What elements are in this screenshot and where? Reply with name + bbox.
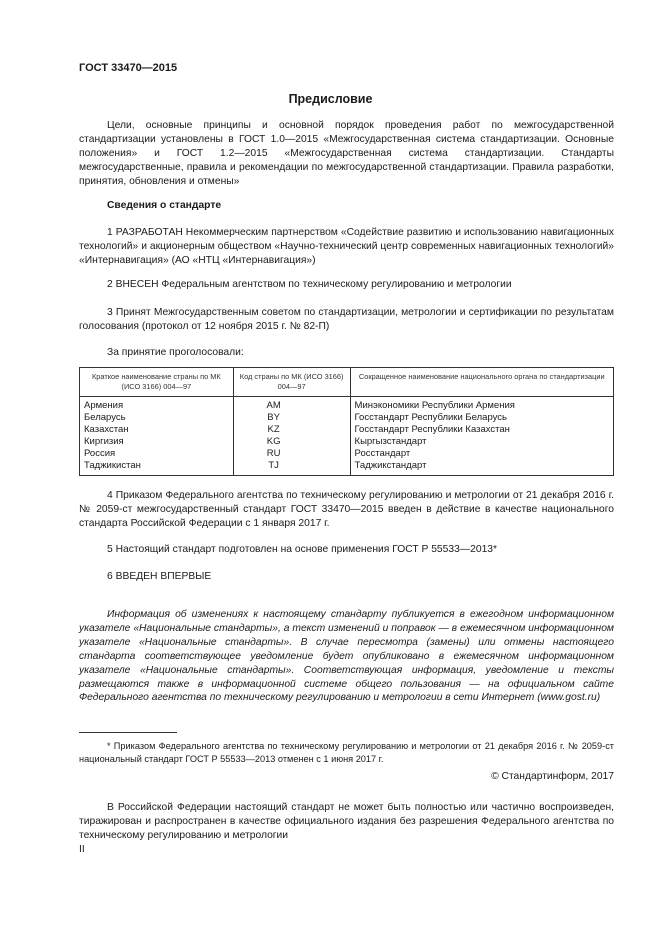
table-row — [80, 436, 614, 448]
item-2-paragraph — [79, 278, 614, 292]
code-cell: KZ — [233, 424, 350, 436]
table-row — [80, 460, 614, 476]
footnote-divider — [79, 732, 177, 733]
rights-text: В Российской Федерации настоящий стандарт не может быть полностью или частично воспроизведен, тиражирован и распространен в качестве официального издания без разрешения Федерального агентства по техническому регулированию и метрологии — [79, 802, 614, 841]
body-cell: Минэкономики Республики Армения — [354, 400, 515, 411]
code-cell: TJ — [233, 460, 350, 476]
item-1-text: 1 РАЗРАБОТАН Некоммерческим партнерством «Содействие развитию и использованию навигационных технологий» и акционерным обществом «Научно-технический центр современных навигационных технологий» «Интернавигация» (АО «НТЦ «Интернавигация») — [79, 227, 614, 266]
body-cell: Кыргызстандарт — [354, 435, 427, 447]
info-text: Информация об изменениях к настоящему стандарту публикуется в ежегодном информационном указателе «Национальные стандарты», а текст изменений и поправок — в ежемесячном информационном указателе «Национальные стандарты». В случае пересмотра (замены) или отмены настоящего стандарта соответствующее уведомление будет опубликовано в ежемесячном информационном указателе «Национальные стандарты». Соответствующая информация, уведомление и тексты размещаются также в информационной системе общего пользования — на официальном сайте Федерального агентства по техническому регулированию и метрологии в сети Интернет (www.gost.ru) — [79, 609, 614, 704]
voting-table — [79, 367, 614, 476]
table-row — [80, 448, 614, 460]
rights-paragraph — [79, 801, 614, 843]
page-title: Предисловие — [288, 92, 373, 106]
country-cell: Таджикистан — [80, 460, 234, 476]
standard-code-header: ГОСТ 33470—2015 — [79, 62, 178, 74]
table-row — [80, 397, 614, 412]
item-3-paragraph — [79, 306, 614, 334]
body-cell: Госстандарт Республики Беларусь — [354, 411, 507, 423]
country-cell: Россия — [80, 448, 234, 460]
item-2-text: 2 ВНЕСЕН Федеральным агентством по техническому регулированию и метрологии — [107, 279, 512, 290]
header-body: Сокращенное наименование национального органа по стандартизации — [350, 368, 613, 397]
code-cell: RU — [233, 448, 350, 460]
footnote — [79, 740, 614, 766]
country-cell: Киргизия — [80, 436, 234, 448]
country-cell: Беларусь — [80, 412, 234, 424]
item-3-text: 3 Принят Межгосударственным советом по стандартизации, метрологии и сертификации по результатам голосования (протокол от 12 ноября 2015 г. № 82-П) — [79, 307, 614, 332]
intro-text: Цели, основные принципы и основной порядок проведения работ по межгосударственной стандартизации установлены в ГОСТ 1.0—2015 «Межгосударственная система стандартизации. Основные положения» и ГОСТ 1.2—2015 «Межгосударственная система стандартизации. Стандарты межгосударственные, правила и рекомендации по межгосударственной стандартизации. Правила разработки, принятия, обновления и отмены» — [79, 120, 614, 187]
country-cell: Армения — [80, 397, 234, 412]
info-paragraph — [79, 608, 614, 705]
item-1-paragraph — [79, 226, 614, 268]
item-4-paragraph — [79, 489, 614, 531]
code-cell: AM — [233, 397, 350, 412]
table-header-row — [80, 368, 614, 397]
code-cell: BY — [233, 412, 350, 424]
footnote-text: * Приказом Федерального агентства по техническому регулированию и метрологии от 21 декабря 2016 г. № 2059-ст национальный стандарт ГОСТ Р 55533—2013 отменен с 1 июня 2017 г. — [79, 741, 614, 764]
header-country: Краткое наименование страны по МК (ИСО 3166) 004—97 — [80, 368, 234, 397]
table-row — [80, 424, 614, 436]
copyright: © Стандартинформ, 2017 — [491, 771, 614, 782]
code-cell: KG — [233, 436, 350, 448]
item-5-text: 5 Настоящий стандарт подготовлен на основе применения ГОСТ Р 55533—2013* — [107, 544, 498, 555]
voted-label: За принятие проголосовали: — [107, 347, 244, 358]
item-5-paragraph — [79, 543, 614, 557]
item-4-text: 4 Приказом Федерального агентства по техническому регулированию и метрологии от 21 декабря 2016 г. № 2059-ст межгосударственный стандарт ГОСТ 33470—2015 введен в действие в качестве национального стандарта Российской Федерации с 1 января 2017 г. — [79, 490, 614, 529]
country-cell: Казахстан — [80, 424, 234, 436]
body-cell: Таджикстандарт — [354, 459, 427, 471]
body-cell: Госстандарт Республики Казахстан — [354, 423, 510, 435]
body-cell: Росстандарт — [354, 447, 411, 459]
intro-paragraph — [79, 119, 614, 189]
table-row — [80, 412, 614, 424]
page-number: II — [79, 844, 85, 855]
header-code: Код страны по МК (ИСО 3166) 004—97 — [233, 368, 350, 397]
item-6-paragraph — [79, 570, 614, 584]
section-heading: Сведения о стандарте — [107, 200, 222, 211]
item-6-text: 6 ВВЕДЕН ВПЕРВЫЕ — [107, 571, 212, 582]
